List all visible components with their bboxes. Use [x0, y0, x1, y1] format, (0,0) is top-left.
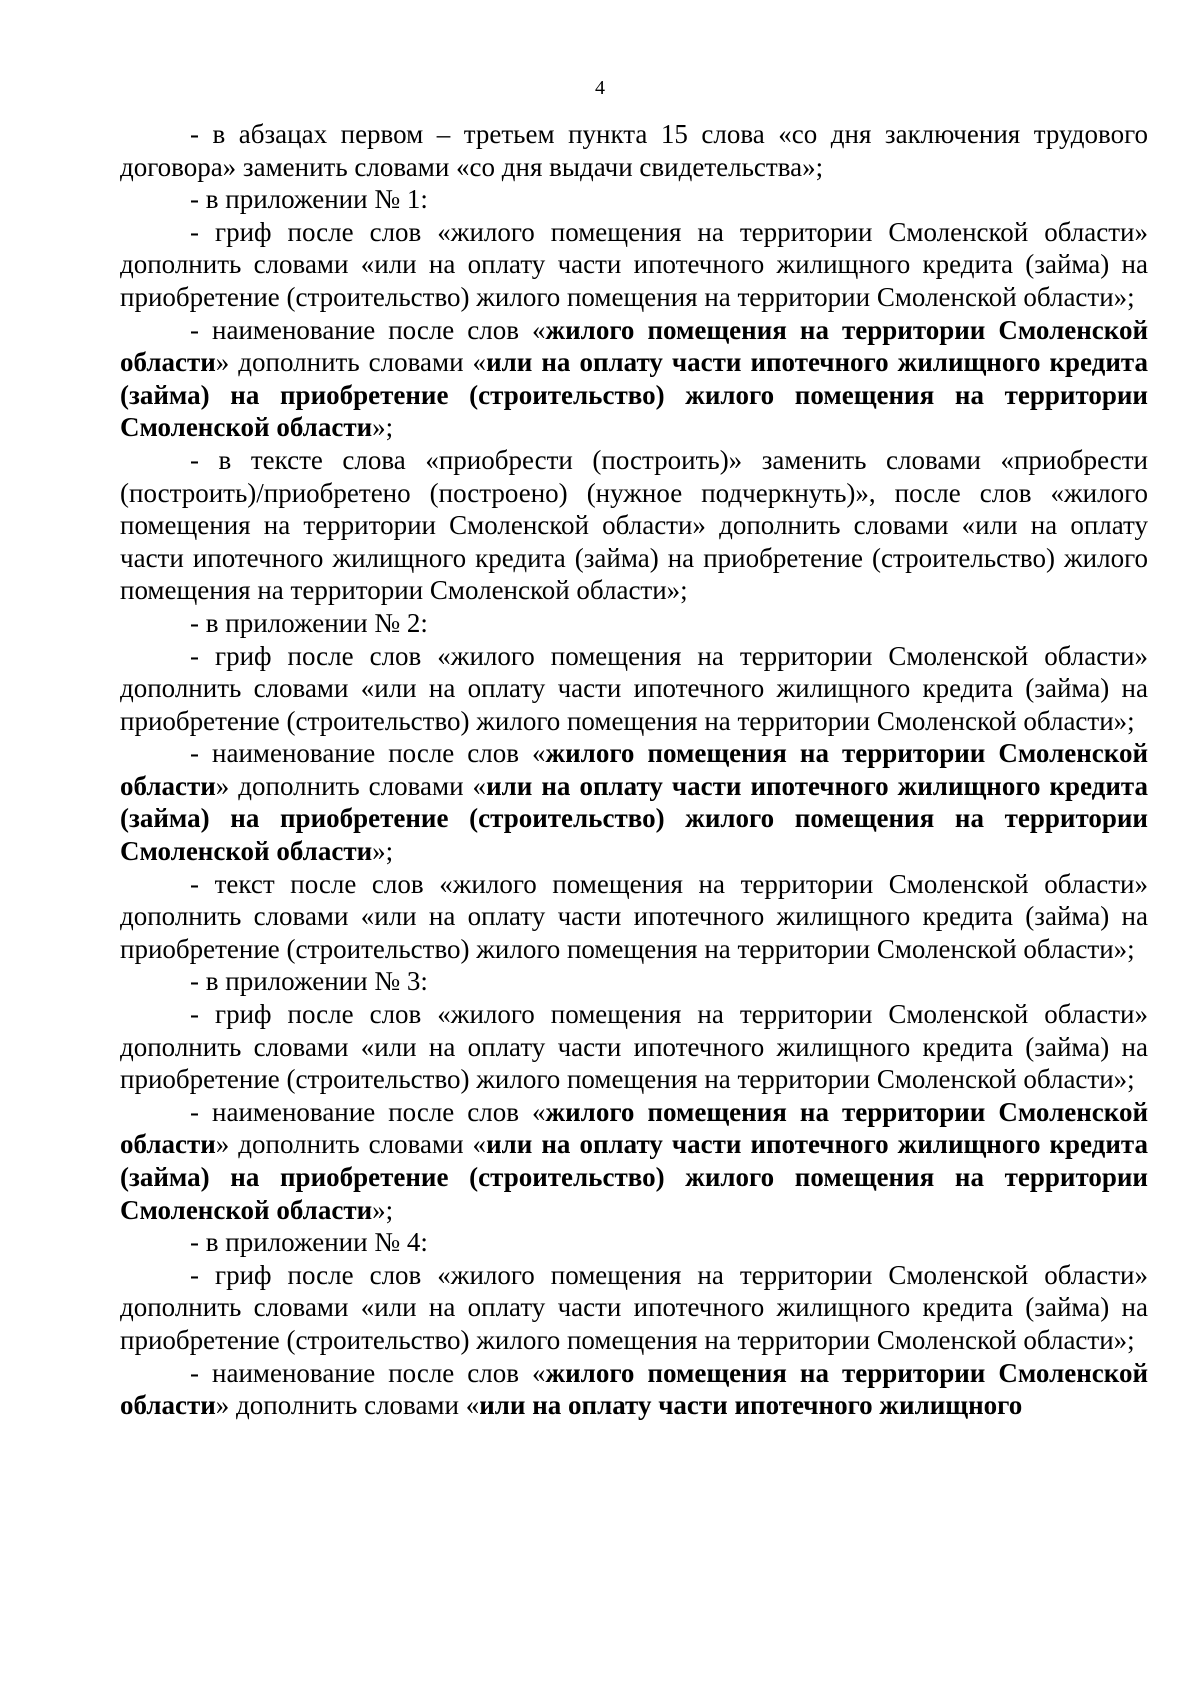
paragraph: [120, 998, 1148, 1096]
text-segment: - гриф после слов «жилого помещения на территории Смоленской области» дополнить словами «или на оплату части ипотечного жилищного кредита (займа) на приобретение (строительство) жилого помещения на территории Смоленской области»;: [120, 216, 1148, 312]
paragraph: [120, 314, 1148, 444]
page-number: 4: [595, 77, 605, 99]
text-segment: - гриф после слов «жилого помещения на территории Смоленской области» дополнить словами «или на оплату части ипотечного жилищного кредита (займа) на приобретение (строительство) жилого помещения на территории Смоленской области»;: [120, 1259, 1148, 1355]
text-segment: - наименование после слов «: [190, 1096, 546, 1127]
paragraph: [120, 444, 1148, 607]
text-segment: »;: [372, 1194, 394, 1225]
text-segment: - в тексте слова «приобрести (построить)» заменить словами «приобрести (построить)/приобретено (построено) (нужное подчеркнуть)», после слов «жилого помещения на территории Смоленской области» дополнить словами «или на оплату части ипотечного жилищного кредита (займа) на приобретение (строительство) жилого помещения на территории Смоленской области»;: [120, 444, 1148, 606]
text-segment: - в приложении № 3:: [190, 966, 428, 997]
paragraph: [120, 118, 1148, 183]
bold-text-segment: или на оплату части ипотечного жилищного кредита (займа) на приобретение (строительство) жилого помещения на территории Смоленской области: [120, 347, 1148, 443]
text-segment: - гриф после слов «жилого помещения на территории Смоленской области» дополнить словами «или на оплату части ипотечного жилищного кредита (займа) на приобретение (строительство) жилого помещения на территории Смоленской области»;: [120, 999, 1148, 1095]
text-segment: » дополнить словами «: [215, 347, 487, 378]
text-segment: - в приложении № 4:: [190, 1227, 428, 1258]
bold-text-segment: или на оплату части ипотечного жилищного кредита (займа) на приобретение (строительство) жилого помещения на территории Смоленской области: [120, 770, 1148, 867]
paragraph: [120, 216, 1148, 314]
text-segment: » дополнить словами «: [215, 770, 487, 801]
document-body: [120, 118, 1148, 1422]
bold-text-segment: или на оплату части ипотечного жилищного кредита (займа) на приобретение (строительство) жилого помещения на территории Смоленской области: [120, 1129, 1148, 1225]
text-segment: »;: [372, 836, 394, 867]
bold-text-segment: жилого помещения на территории Смоленской области: [120, 1096, 1148, 1160]
paragraph: [120, 737, 1148, 867]
paragraph: [120, 1096, 1148, 1226]
paragraph: [120, 1226, 1148, 1259]
paragraph: [120, 183, 1148, 216]
paragraph: [120, 1357, 1148, 1422]
text-segment: - гриф после слов «жилого помещения на территории Смоленской области» дополнить словами «или на оплату части ипотечного жилищного кредита (займа) на приобретение (строительство) жилого помещения на территории Смоленской области»;: [120, 640, 1148, 736]
text-segment: - в приложении № 1:: [190, 184, 428, 215]
bold-text-segment: или на оплату части ипотечного жилищного: [479, 1390, 1023, 1421]
text-segment: » дополнить словами «: [215, 1390, 480, 1421]
text-segment: - в приложении № 2:: [190, 607, 428, 638]
text-segment: » дополнить словами «: [215, 1129, 487, 1160]
text-segment: »;: [372, 412, 394, 443]
bold-text-segment: жилого помещения на территории Смоленской области: [120, 1357, 1148, 1421]
text-segment: - наименование после слов «: [190, 1357, 546, 1388]
text-segment: - текст после слов «жилого помещения на территории Смоленской области» дополнить словами «или на оплату части ипотечного жилищного кредита (займа) на приобретение (строительство) жилого помещения на территории Смоленской области»;: [120, 868, 1148, 964]
bold-text-segment: жилого помещения на территории Смоленской области: [120, 314, 1148, 378]
text-segment: - наименование после слов «: [190, 314, 546, 345]
text-segment: - в абзацах первом – третьем пункта 15 слова «со дня заключения трудового договора» заменить словами «со дня выдачи свидетельства»;: [120, 119, 1148, 182]
bold-text-segment: жилого помещения на территории Смоленской области: [120, 738, 1148, 801]
paragraph: [120, 868, 1148, 966]
paragraph: [120, 1259, 1148, 1357]
paragraph: [120, 640, 1148, 738]
paragraph: [120, 607, 1148, 640]
text-segment: - наименование после слов «: [190, 738, 546, 769]
paragraph: [120, 965, 1148, 998]
